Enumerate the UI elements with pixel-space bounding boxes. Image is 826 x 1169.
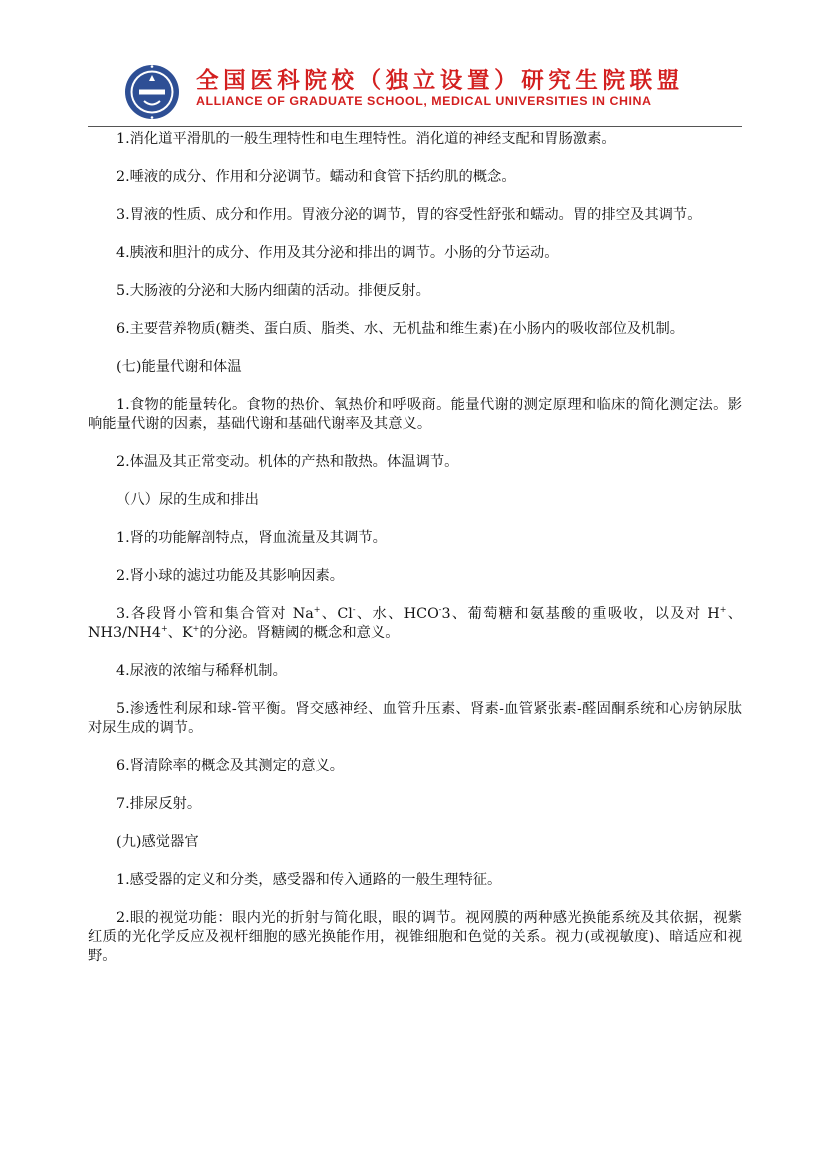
text-run: 的分泌。肾糖阈的概念和意义。 — [199, 625, 400, 641]
section-heading: （八）尿的生成和排出 — [116, 492, 259, 508]
paragraph: 5.大肠液的分泌和大肠内细菌的活动。排便反射。 — [116, 283, 430, 299]
page-header — [88, 60, 740, 126]
paragraph: 4.胰液和胆汁的成分、作用及其分泌和排出的调节。小肠的分节运动。 — [116, 245, 559, 261]
superscript: - — [438, 605, 442, 615]
section-heading: (七)能量代谢和体温 — [116, 359, 242, 375]
paragraph: 1.消化道平滑肌的一般生理特性和电生理特性。消化道的神经支配和胃肠激素。 — [116, 131, 616, 147]
paragraph: 7.排尿反射。 — [116, 796, 202, 812]
superscript: + — [192, 624, 200, 634]
section-heading: (九)感觉器官 — [116, 834, 199, 850]
text-run: 3.各段肾小管和集合管对 Na — [116, 606, 314, 622]
text-run: 、水、HCO — [355, 606, 439, 622]
university-seal-logo — [124, 64, 180, 120]
paragraph: 6.肾清除率的概念及其测定的意义。 — [116, 758, 345, 774]
paragraph: 6.主要营养物质(糖类、蛋白质、脂类、水、无机盐和维生素)在小肠内的吸收部位及机制。 — [116, 321, 685, 337]
paragraph — [88, 605, 742, 643]
paragraph: 5.渗透性利尿和球-管平衡。肾交感神经、血管升压素、肾素-血管紧张素-醛固酮系统和心房钠尿肽对尿生成的调节。 — [88, 701, 742, 736]
text-run: 、K — [167, 625, 193, 641]
document-body — [88, 130, 742, 966]
header-divider — [88, 126, 742, 127]
text-run: 、NH3/NH4 — [88, 606, 743, 641]
superscript: + — [313, 605, 321, 615]
paragraph: 3.胃液的性质、成分和作用。胃液分泌的调节，胃的容受性舒张和蠕动。胃的排空及其调节。 — [116, 207, 702, 223]
paragraph: 2.唾液的成分、作用和分泌调节。蠕动和食管下括约肌的概念。 — [116, 169, 516, 185]
paragraph: 2.体温及其正常变动。机体的产热和散热。体温调节。 — [116, 454, 459, 470]
superscript: + — [160, 624, 168, 634]
alliance-title-chinese: 全国医科院校（独立设置）研究生院联盟 — [196, 68, 684, 93]
paragraph: 4.尿液的浓缩与稀释机制。 — [116, 663, 287, 679]
alliance-title-english: ALLIANCE OF GRADUATE SCHOOL, MEDICAL UNIVERSITIES IN CHINA — [196, 94, 652, 108]
superscript: - — [352, 605, 356, 615]
paragraph: 1.食物的能量转化。食物的热价、氧热价和呼吸商。能量代谢的测定原理和临床的简化测定法。影响能量代谢的因素，基础代谢和基础代谢率及其意义。 — [88, 397, 742, 432]
paragraph: 1.肾的功能解剖特点，肾血流量及其调节。 — [116, 530, 387, 546]
paragraph: 1.感受器的定义和分类，感受器和传入通路的一般生理特征。 — [116, 872, 502, 888]
superscript: + — [719, 605, 727, 615]
text-run: 3、葡萄糖和氨基酸的重吸收，以及对 H — [441, 606, 720, 622]
paragraph: 2.肾小球的滤过功能及其影响因素。 — [116, 568, 345, 584]
text-run: 、Cl — [320, 606, 353, 622]
paragraph: 2.眼的视觉功能：眼内光的折射与简化眼，眼的调节。视网膜的两种感光换能系统及其依据，视紫红质的光化学反应及视杆细胞的感光换能作用，视锥细胞和色觉的关系。视力(或视敏度)、暗适应和视野。 — [88, 910, 742, 964]
